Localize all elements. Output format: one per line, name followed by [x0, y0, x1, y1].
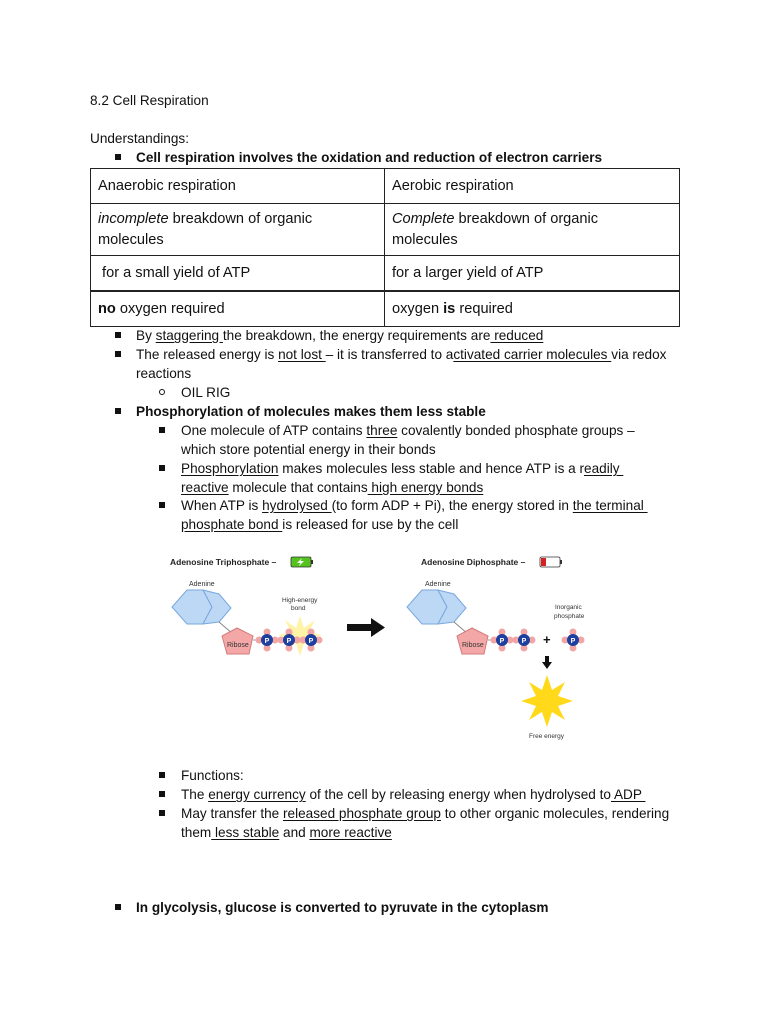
bullet-marker: [115, 351, 121, 357]
underlined-term: Phosphorylation: [181, 461, 279, 476]
table-cell: [385, 291, 680, 327]
underlined-term: released phosphate group: [283, 806, 441, 821]
text: molecule that contains: [228, 480, 368, 495]
text: via redox: [611, 347, 667, 362]
table-cell: for a small yield of ATP: [91, 256, 385, 292]
bullet-marker: [159, 791, 165, 797]
inorganic-phosphate: [562, 629, 585, 652]
bullet-marker: [159, 772, 165, 778]
p-label: P: [499, 638, 505, 645]
page-title: 8.2 Cell Respiration: [90, 93, 209, 108]
bullet-marker: [159, 427, 165, 433]
bullet-phosphorylation: Phosphorylation of molecules makes them less stable: [136, 404, 486, 419]
bullet-marker: [115, 904, 121, 910]
bullet-marker: [159, 502, 165, 508]
atp-hydrolysis-diagram: [165, 548, 605, 748]
table-row: [91, 291, 680, 327]
text: of the cell by releasing energy when hydrolysed to: [305, 787, 611, 802]
function-phosphate-transfer: [181, 804, 669, 823]
functions-label: Functions:: [181, 768, 244, 783]
table-cell: [91, 204, 385, 256]
p-label: P: [308, 638, 314, 645]
phosphate-group-1: [256, 629, 279, 652]
atp-title: Adenosine Triphosphate –: [170, 557, 277, 567]
underlined-term: not lost: [278, 347, 326, 362]
phosphate-group-2: [513, 629, 536, 652]
underlined-term: eadily: [584, 461, 624, 476]
table-row: [91, 169, 680, 204]
table-cell: [385, 204, 680, 256]
table-cell: [91, 291, 385, 327]
adenine-label: Adenine: [189, 581, 215, 588]
respiration-comparison-table: [90, 168, 680, 327]
free-energy-burst-icon: [521, 675, 573, 727]
underlined-term: high energy bonds: [367, 480, 484, 495]
cell-text: breakdown of organic: [454, 210, 599, 227]
ribose-label: Ribose: [227, 642, 249, 649]
bullet-released-energy: [136, 345, 666, 364]
underlined-term: the terminal: [572, 498, 648, 513]
bullet-continuation: reactions: [136, 366, 192, 381]
ribose-label: Ribose: [462, 642, 484, 649]
cell-emphasis: Complete: [392, 210, 455, 227]
p-label: P: [286, 638, 292, 645]
bullet-marker: [115, 154, 121, 160]
underlined-term: ctivated carrier molecules: [453, 347, 612, 362]
p-label: P: [521, 638, 527, 645]
inorganic-label-2: phosphate: [554, 613, 585, 620]
bullet-marker: [115, 332, 121, 338]
text: covalently bonded phosphate groups –: [397, 423, 635, 438]
table-row: [91, 204, 680, 256]
underlined-term: energy currency: [208, 787, 306, 802]
adenine-label: Adenine: [425, 581, 451, 588]
text: to other organic molecules, rendering: [440, 806, 670, 821]
bullet-electron-carriers: Cell respiration involves the oxidation and reduction of electron carriers: [136, 150, 603, 165]
table-row: [91, 256, 680, 292]
cell-text: molecules: [392, 231, 458, 248]
text: One molecule of ATP contains: [181, 423, 367, 438]
cell-emphasis: incomplete: [98, 210, 169, 227]
underlined-term: reduced: [490, 328, 544, 343]
underlined-term: phosphate bond: [181, 517, 283, 532]
text: By: [136, 328, 156, 343]
high-energy-label-2: bond: [291, 605, 306, 612]
text: The released energy is: [136, 347, 279, 362]
sub-bullet-phosphorylation: [181, 459, 623, 478]
battery-low-icon: [540, 557, 562, 567]
understandings-label: Understandings:: [90, 131, 189, 146]
text: When ATP is: [181, 498, 263, 513]
bullet-staggering: [136, 326, 543, 345]
table-header-aerobic: Aerobic respiration: [385, 169, 680, 204]
p-label: P: [264, 638, 270, 645]
text: – it is transferred to a: [325, 347, 454, 362]
battery-full-icon: [291, 557, 313, 567]
cell-text: molecules: [98, 231, 164, 248]
cell-text: oxygen required: [115, 300, 225, 317]
underlined-term: reactive: [181, 480, 229, 495]
free-energy-label: Free energy: [529, 733, 565, 740]
oil-rig-text: OIL RIG: [181, 385, 231, 400]
cell-text: oxygen: [392, 300, 444, 317]
bullet-glycolysis: In glycolysis, glucose is converted to pyruvate in the cytoplasm: [136, 900, 549, 915]
inorganic-label-1: Inorganic: [555, 604, 582, 611]
cell-emphasis: is: [443, 300, 456, 317]
underlined-term: staggering: [155, 328, 223, 343]
table-cell: for a larger yield of ATP: [385, 256, 680, 292]
ribose-pentagon: [457, 628, 488, 654]
ribose-pentagon: [222, 628, 253, 654]
sub-bullet-marker: [159, 389, 165, 395]
bullet-marker: [115, 408, 121, 414]
plus-sign: +: [543, 632, 551, 647]
cell-emphasis: no: [98, 300, 116, 317]
function-energy-currency: [181, 785, 645, 804]
text: them: [181, 825, 212, 840]
adp-title: Adenosine Diphosphate –: [421, 557, 526, 567]
sub-bullet-atp: [181, 421, 635, 440]
bullet-marker: [159, 810, 165, 816]
phosphate-group-1: [491, 629, 514, 652]
sub-bullet-continuation: [181, 515, 458, 534]
high-energy-label-1: High-energy: [282, 597, 318, 604]
text: makes molecules less stable and hence ATP is a r: [278, 461, 585, 476]
sub-bullet-hydrolysis: [181, 496, 648, 515]
p-label: P: [570, 638, 576, 645]
text: (to form ADP + Pi), the energy stored in: [331, 498, 573, 513]
underlined-term: less stable: [211, 825, 280, 840]
function-continuation: [181, 823, 392, 842]
cell-text: breakdown of organic: [168, 210, 313, 227]
sub-bullet-continuation: which store potential energy in their bonds: [181, 442, 436, 457]
down-arrow-icon: [542, 656, 552, 669]
cell-text: required: [455, 300, 513, 317]
text: May transfer the: [181, 806, 283, 821]
underlined-term: more reactive: [309, 825, 392, 840]
reaction-arrow-icon: [347, 618, 385, 637]
table-header-anaerobic: Anaerobic respiration: [91, 169, 385, 204]
underlined-term: ADP: [610, 787, 646, 802]
bullet-marker: [159, 465, 165, 471]
sub-bullet-continuation: [181, 478, 483, 497]
underlined-term: three: [366, 423, 398, 438]
text: The: [181, 787, 209, 802]
text: the breakdown, the energy requirements are: [222, 328, 491, 343]
text: and: [279, 825, 310, 840]
text: is released for use by the cell: [282, 517, 459, 532]
underlined-term: hydrolysed: [262, 498, 332, 513]
